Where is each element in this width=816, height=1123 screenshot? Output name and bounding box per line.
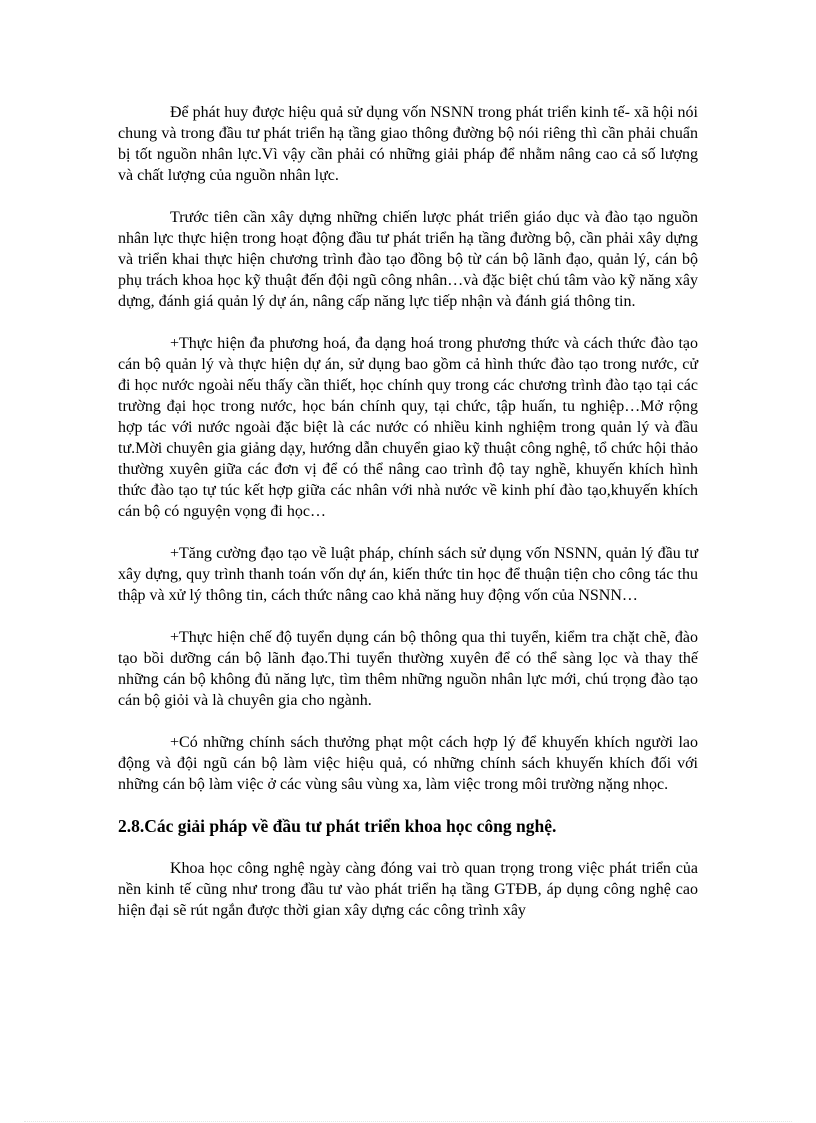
paragraph-recruitment: +Thực hiện chế độ tuyển dụng cán bộ thông qua thi tuyển, kiểm tra chặt chẽ, đào tạo bồi dưỡng cán bộ lãnh đạo.Thi tuyển thường xuyên để có thể sàng lọc và thay thế những cán bộ không đủ năng lực, tìm thêm những nguồn nhân lực mới, chú trọng đào tạo cán bộ giỏi và là chuyên gia cho ngành. xyxy=(118,629,698,709)
document-body xyxy=(118,102,698,942)
paragraph-training-diversification: +Thực hiện đa phương hoá, đa dạng hoá trong phương thức và cách thức đào tạo cán bộ quản lý và thực hiện dự án, sử dụng bao gồm cả hình thức đào tạo trong nước, cử đi học nước ngoài nếu thấy cần thiết, học chính quy trong các chương trình đào tạo tại các trường đại học trong nước, học bán chính quy, tại chức, tập huấn, tu nghiệp…Mở rộng hợp tác với nước ngoài đặc biệt là các nước có nhiều kinh nghiệm trong quản lý và đầu tư.Mời chuyên gia giảng dạy, hướng dẫn chuyển giao kỹ thuật công nghệ, tổ chức hội thảo thường xuyên giữa các đơn vị để có thể nâng cao trình độ tay nghề, khuyến khích hình thức đào tạo tự túc kết hợp giữa các nhân với nhà nước về kinh phí đào tạo,khuyến khích cán bộ có nguyện vọng đi học… xyxy=(118,335,698,520)
page-bottom-divider xyxy=(24,1121,792,1122)
paragraph-strategy: Trước tiên cần xây dựng những chiến lược phát triển giáo dục và đào tạo nguồn nhân lực thực hiện trong hoạt động đầu tư phát triển hạ tầng đường bộ, cần phải xây dựng và triển khai thực hiện chương trình đào tạo đồng bộ từ cán bộ lãnh đạo, quản lý, cán bộ phụ trách khoa học kỹ thuật đến đội ngũ công nhân…và đặc biệt chú tâm vào kỹ năng xây dựng, đánh giá quản lý dự án, nâng cấp năng lực tiếp nhận và đánh giá thông tin. xyxy=(118,209,698,310)
section-heading: 2.8.Các giải pháp về đầu tư phát triển khoa học công nghệ. xyxy=(118,816,557,836)
paragraph-science-technology: Khoa học công nghệ ngày càng đóng vai trò quan trọng trong việc phát triển của nền kinh tế cũng như trong đầu tư vào phát triển hạ tầng GTĐB, áp dụng công nghệ cao hiện đại sẽ rút ngắn được thời gian xây dựng các công trình xây xyxy=(118,860,698,919)
paragraph-rewards-policy: +Có những chính sách thưởng phạt một cách hợp lý để khuyến khích người lao động và đội ngũ cán bộ làm việc hiệu quả, có những chính sách khuyến khích đối với những cán bộ làm việc ở các vùng sâu vùng xa, làm việc trong môi trường nặng nhọc. xyxy=(118,734,698,793)
paragraph-legal-training: +Tăng cường đạo tạo về luật pháp, chính sách sử dụng vốn NSNN, quản lý đầu tư xây dựng, quy trình thanh toán vốn dự án, kiến thức tin học để thuận tiện cho công tác thu thập và xử lý thông tin, cách thức nâng cao khả năng huy động vốn của NSNN… xyxy=(118,545,698,604)
paragraph-intro: Để phát huy được hiệu quả sử dụng vốn NSNN trong phát triển kinh tế- xã hội nói chung và trong đầu tư phát triển hạ tầng giao thông đường bộ nói riêng thì cần phải chuẩn bị tốt nguồn nhân lực.Vì vậy cần phải có những giải pháp để nhằm nâng cao cả số lượng và chất lượng của nguồn nhân lực. xyxy=(118,104,698,184)
